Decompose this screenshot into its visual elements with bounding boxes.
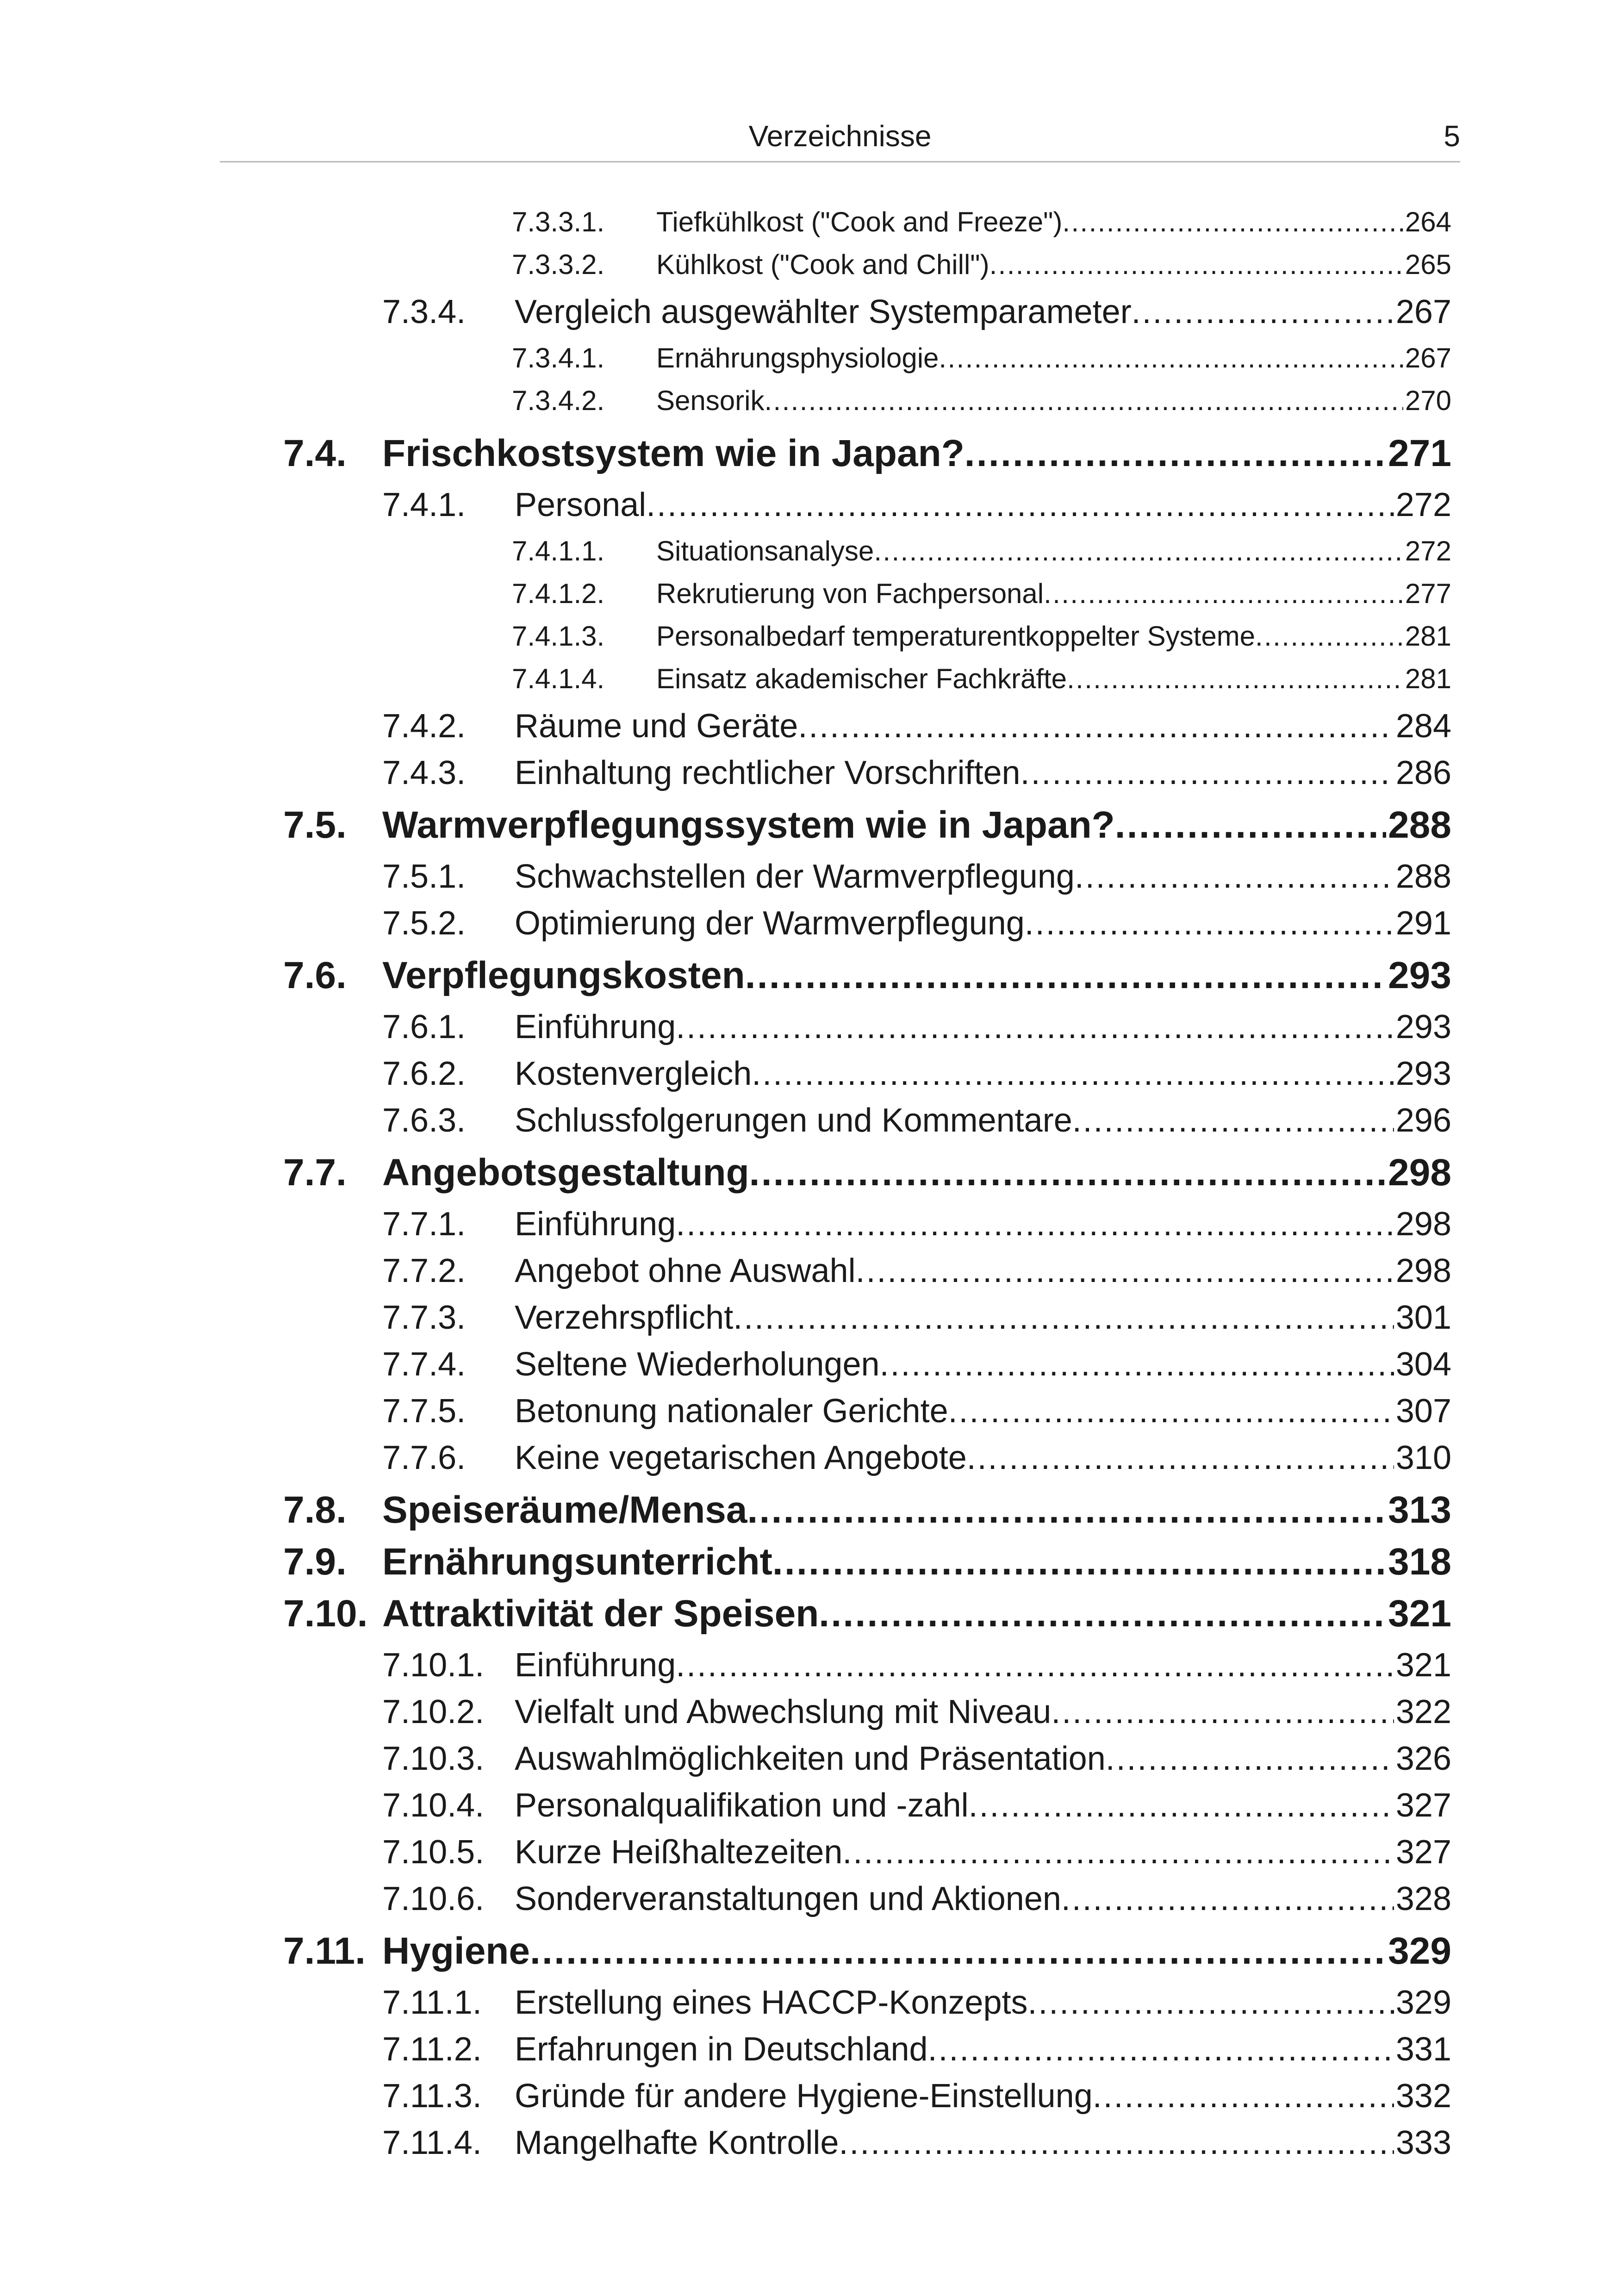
toc-entry-page: 272: [1405, 535, 1451, 566]
toc-entry: [283, 430, 1451, 477]
dot-leader: [1028, 1982, 1394, 2023]
toc-entry-title: Kostenvergleich: [515, 1055, 752, 1092]
toc-entry-page: 296: [1395, 1102, 1451, 1139]
toc-entry: [283, 802, 1451, 848]
toc-entry-title: Seltene Wiederholungen: [515, 1346, 880, 1383]
toc-entry-title: Sonderveranstaltungen und Aktionen: [515, 1880, 1061, 1917]
toc-entry-number: 7.3.4.1.: [512, 342, 605, 373]
toc-entry-page: 267: [1405, 342, 1451, 373]
toc-entry-title: Einsatz akademischer Fachkräfte: [656, 663, 1067, 694]
toc-entry-number: 7.3.4.: [382, 293, 466, 330]
toc-entry-page: 291: [1395, 905, 1451, 942]
dot-leader: [764, 383, 1403, 418]
toc-entry-page: 270: [1405, 385, 1451, 416]
toc-entry-number: 7.11.4.: [382, 2124, 482, 2161]
toc-entry-title: Optimierung der Warmverpflegung: [515, 905, 1025, 942]
dot-leader: [646, 484, 1394, 526]
dot-leader: [798, 705, 1394, 747]
toc-entry-number: 7.7.3.: [382, 1299, 466, 1336]
toc-entry-page: 307: [1395, 1393, 1451, 1430]
toc-entry: [512, 661, 1451, 697]
running-title: Verzeichnisse: [748, 119, 932, 153]
toc-entry-page: 326: [1395, 1740, 1451, 1777]
dot-leader: [1067, 661, 1403, 697]
toc-entry-page: 293: [1395, 1008, 1451, 1045]
dot-leader: [733, 1297, 1394, 1338]
toc-entry-title: Tiefkühlkost ("Cook and Freeze"): [656, 206, 1063, 237]
toc-entry-page: 293: [1388, 954, 1451, 996]
toc-entry: [382, 1390, 1451, 1432]
toc-entry: [382, 1644, 1451, 1686]
dot-leader: [819, 1591, 1386, 1637]
toc-entry: [382, 1203, 1451, 1245]
toc-entry-page: 313: [1388, 1489, 1451, 1531]
toc-entry-page: 298: [1388, 1151, 1451, 1194]
toc-entry: [512, 341, 1451, 376]
toc-entry-page: 329: [1388, 1930, 1451, 1972]
toc-entry: [512, 619, 1451, 654]
toc-entry-title: Hygiene: [382, 1930, 530, 1972]
toc-entry-page: 264: [1405, 206, 1451, 237]
toc-entry-number: 7.4.1.2.: [512, 578, 605, 609]
toc-entry-page: 284: [1395, 708, 1451, 745]
toc-entry: [382, 1878, 1451, 1920]
toc-entry-title: Vielfalt und Abwechslung mit Niveau: [515, 1693, 1052, 1730]
toc-entry: [382, 1250, 1451, 1292]
toc-entry-title: Attraktivität der Speisen: [382, 1593, 819, 1635]
toc-entry: [382, 291, 1451, 333]
toc-entry-number: 7.4.1.4.: [512, 663, 605, 694]
dot-leader: [842, 1831, 1394, 1873]
toc-entry-number: 7.4.2.: [382, 708, 466, 745]
toc-entry-title: Auswahlmöglichkeiten und Präsentation: [515, 1740, 1106, 1777]
dot-leader: [1044, 576, 1403, 611]
toc-entry: [382, 1738, 1451, 1780]
toc-entry-number: 7.4.: [283, 432, 347, 474]
toc-entry-number: 7.9.: [283, 1541, 347, 1583]
toc-entry: [382, 1785, 1451, 1826]
toc-entry-page: 318: [1388, 1541, 1451, 1583]
toc-entry-number: 7.7.4.: [382, 1346, 466, 1383]
toc-entry: [512, 576, 1451, 611]
toc-entry-number: 7.7.6.: [382, 1439, 466, 1476]
dot-leader: [749, 1150, 1387, 1196]
toc-entry-title: Frischkostsystem wie in Japan?: [382, 432, 965, 474]
toc-entry-number: 7.4.1.: [382, 486, 466, 523]
toc-entry: [283, 1487, 1451, 1533]
toc-entry: [512, 205, 1451, 240]
toc-entry-number: 7.10.: [283, 1593, 368, 1635]
toc-entry: [382, 2075, 1451, 2117]
toc-entry: [283, 1928, 1451, 1974]
toc-entry-title: Vergleich ausgewählter Systemparameter: [515, 293, 1132, 330]
toc-entry-title: Verzehrspflicht: [515, 1299, 734, 1336]
toc-entry-number: 7.5.2.: [382, 905, 466, 942]
toc-entry-page: 331: [1395, 2031, 1451, 2068]
toc-entry-number: 7.4.1.3.: [512, 621, 605, 652]
toc-entry-title: Einführung: [515, 1206, 676, 1243]
page-number: 5: [1444, 119, 1460, 153]
toc-entry-number: 7.3.3.2.: [512, 249, 605, 280]
dot-leader: [676, 1006, 1394, 1048]
toc-entry-number: 7.6.2.: [382, 1055, 466, 1092]
dot-leader: [752, 1053, 1394, 1095]
toc-entry-title: Mangelhafte Kontrolle: [515, 2124, 839, 2161]
toc-entry: [382, 1982, 1451, 2023]
toc-entry-number: 7.7.: [283, 1151, 347, 1194]
toc-entry: [382, 1831, 1451, 1873]
toc-entry-title: Angebotsgestaltung: [382, 1151, 749, 1194]
toc-entry-title: Einführung: [515, 1008, 676, 1045]
dot-leader: [939, 341, 1403, 376]
dot-leader: [676, 1644, 1394, 1686]
toc-entry-title: Verpflegungskosten: [382, 954, 745, 996]
toc-entry-number: 7.10.4.: [382, 1787, 485, 1824]
dot-leader: [1255, 619, 1403, 654]
toc-entry-title: Warmverpflegungssystem wie in Japan?: [382, 804, 1115, 846]
toc-entry-page: 288: [1388, 804, 1451, 846]
toc-entry-page: 271: [1388, 432, 1451, 474]
toc-entry-title: Personalbedarf temperaturentkoppelter Systeme: [656, 621, 1256, 652]
dot-leader: [1061, 1878, 1394, 1920]
toc-entry: [382, 752, 1451, 794]
toc-entry: [382, 1437, 1451, 1479]
toc-entry-number: 7.6.1.: [382, 1008, 466, 1045]
toc-entry-number: 7.5.: [283, 804, 347, 846]
toc-entry-page: 321: [1388, 1593, 1451, 1635]
toc-entry-title: Kurze Heißhaltezeiten: [515, 1834, 843, 1871]
dot-leader: [839, 2122, 1394, 2164]
toc-entry-page: 329: [1395, 1984, 1451, 2021]
toc-entry-number: 7.11.1.: [382, 1984, 482, 2021]
toc-entry-page: 293: [1395, 1055, 1451, 1092]
toc-entry-page: 321: [1395, 1647, 1451, 1684]
dot-leader: [856, 1250, 1394, 1292]
toc-entry: [512, 247, 1451, 282]
toc-entry-page: 310: [1395, 1439, 1451, 1476]
dot-leader: [747, 1487, 1387, 1533]
toc-entry-title: Speiseräume/Mensa: [382, 1489, 747, 1531]
toc-entry-title: Situationsanalyse: [656, 535, 874, 566]
toc-entry-number: 7.11.3.: [382, 2078, 482, 2115]
toc-entry: [512, 383, 1451, 418]
dot-leader: [989, 247, 1403, 282]
toc-entry-page: 281: [1405, 621, 1451, 652]
toc-entry-title: Sensorik: [656, 385, 765, 416]
toc-entry-number: 7.4.3.: [382, 754, 466, 791]
toc-entry-page: 304: [1395, 1346, 1451, 1383]
toc-entry-page: 327: [1395, 1787, 1451, 1824]
toc-entry: [382, 902, 1451, 944]
toc-entry: [382, 484, 1451, 526]
toc-entry-number: 7.11.2.: [382, 2031, 482, 2068]
dot-leader: [676, 1203, 1394, 1245]
toc-entry-page: 288: [1395, 858, 1451, 895]
toc-entry-title: Personalqualifikation und -zahl: [515, 1787, 969, 1824]
toc-entry-title: Erfahrungen in Deutschland: [515, 2031, 928, 2068]
dot-leader: [1093, 2075, 1394, 2117]
toc-entry-page: 322: [1395, 1693, 1451, 1730]
dot-leader: [1115, 802, 1386, 848]
toc-entry-page: 301: [1395, 1299, 1451, 1336]
toc-entry: [382, 1100, 1451, 1141]
toc-entry-number: 7.8.: [283, 1489, 347, 1531]
dot-leader: [965, 430, 1386, 477]
dot-leader: [1025, 902, 1394, 944]
dot-leader: [928, 2028, 1394, 2070]
toc-entry-title: Angebot ohne Auswahl: [515, 1252, 856, 1289]
toc-entry-title: Betonung nationaler Gerichte: [515, 1393, 948, 1430]
toc-entry-page: 281: [1405, 663, 1451, 694]
toc-entry: [382, 1053, 1451, 1095]
toc-entry-title: Räume und Geräte: [515, 708, 798, 745]
toc-entry: [382, 2028, 1451, 2070]
toc-entry-title: Schwachstellen der Warmverpflegung: [515, 858, 1075, 895]
toc-entry-title: Erstellung eines HACCP-Konzepts: [515, 1984, 1028, 2021]
toc-entry-title: Rekrutierung von Fachpersonal: [656, 578, 1044, 609]
toc-entry-title: Gründe für andere Hygiene-Einstellung: [515, 2078, 1093, 2115]
toc-entry-number: 7.7.5.: [382, 1393, 466, 1430]
dot-leader: [1072, 1100, 1394, 1141]
toc-entry-number: 7.7.1.: [382, 1206, 466, 1243]
toc-entry-page: 298: [1395, 1206, 1451, 1243]
toc-entry: [512, 534, 1451, 569]
dot-leader: [530, 1928, 1386, 1974]
toc-entry-page: 272: [1395, 486, 1451, 523]
toc-entry-title: Keine vegetarischen Angebote: [515, 1439, 967, 1476]
toc-entry: [382, 705, 1451, 747]
toc-entry-page: 265: [1405, 249, 1451, 280]
toc-entry-page: 298: [1395, 1252, 1451, 1289]
dot-leader: [1062, 205, 1403, 240]
toc-entry-title: Kühlkost ("Cook and Chill"): [656, 249, 989, 280]
dot-leader: [880, 1344, 1394, 1385]
dot-leader: [969, 1785, 1394, 1826]
toc-entry-title: Personal: [515, 486, 647, 523]
toc-entry: [283, 1539, 1451, 1585]
toc-entry-page: 277: [1405, 578, 1451, 609]
toc-entry-number: 7.10.5.: [382, 1834, 485, 1871]
toc-entry-title: Einführung: [515, 1647, 676, 1684]
dot-leader: [1021, 752, 1394, 794]
toc-entry-number: 7.10.3.: [382, 1740, 485, 1777]
dot-leader: [874, 534, 1403, 569]
toc-entry-page: 327: [1395, 1834, 1451, 1871]
dot-leader: [1132, 291, 1394, 333]
toc-entry-number: 7.3.4.2.: [512, 385, 605, 416]
toc-entry-number: 7.3.3.1.: [512, 206, 605, 237]
toc-entry-number: 7.5.1.: [382, 858, 466, 895]
dot-leader: [948, 1390, 1394, 1432]
toc-entry-page: 328: [1395, 1880, 1451, 1917]
dot-leader: [745, 952, 1386, 999]
toc-entry-page: 332: [1395, 2078, 1451, 2115]
dot-leader: [772, 1539, 1386, 1585]
toc-entry-title: Ernährungsunterricht: [382, 1541, 772, 1583]
toc-entry-page: 333: [1395, 2124, 1451, 2161]
toc-entry-page: 267: [1395, 293, 1451, 330]
toc-entry-number: 7.7.2.: [382, 1252, 466, 1289]
toc-entry: [382, 856, 1451, 897]
toc-entry-number: 7.11.: [283, 1930, 366, 1972]
dot-leader: [1106, 1738, 1394, 1780]
toc-entry-number: 7.10.2.: [382, 1693, 485, 1730]
toc-entry: [382, 1006, 1451, 1048]
dot-leader: [1051, 1691, 1394, 1733]
toc-entry: [382, 1297, 1451, 1338]
toc-entry-number: 7.10.1.: [382, 1647, 485, 1684]
toc-entry-number: 7.6.3.: [382, 1102, 466, 1139]
dot-leader: [967, 1437, 1394, 1479]
toc-entry-page: 286: [1395, 754, 1451, 791]
toc-entry-number: 7.4.1.1.: [512, 535, 605, 566]
toc-entry: [382, 2122, 1451, 2164]
toc-entry-number: 7.10.6.: [382, 1880, 485, 1917]
toc-entry: [382, 1344, 1451, 1385]
toc-entry: [283, 1150, 1451, 1196]
toc-entry-title: Einhaltung rechtlicher Vorschriften: [515, 754, 1021, 791]
dot-leader: [1075, 856, 1394, 897]
toc-entry-number: 7.6.: [283, 954, 347, 996]
toc-entry: [283, 952, 1451, 999]
toc-entry-title: Schlussfolgerungen und Kommentare: [515, 1102, 1072, 1139]
toc-entry: [382, 1691, 1451, 1733]
toc-entry: [283, 1591, 1451, 1637]
toc-entry-title: Ernährungsphysiologie: [656, 342, 939, 373]
